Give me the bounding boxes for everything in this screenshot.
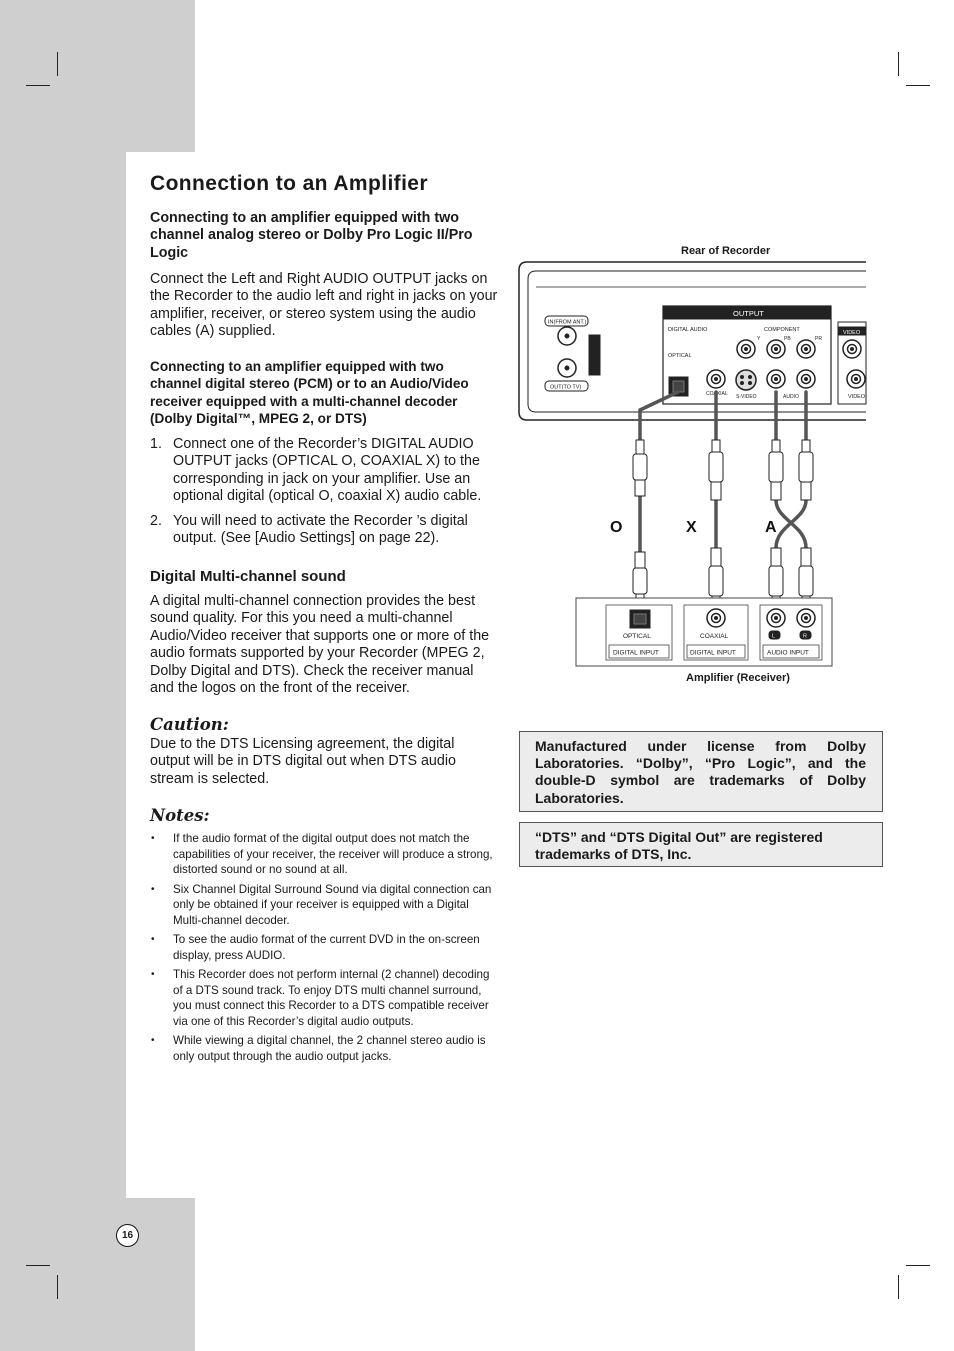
audio-plugs-upper: [769, 440, 813, 500]
optical-plug-upper: [633, 440, 647, 496]
video-label-bottom: VIDEO: [848, 394, 866, 400]
output-panel: [663, 306, 866, 404]
page-number: 16: [116, 1224, 139, 1247]
s-video-label: S-VIDEO: [736, 394, 757, 400]
video-label-top: VIDEO: [843, 330, 861, 336]
step-text: You will need to activate the Recorder ’s digital output. (See [Audio Settings] on page 22).: [173, 512, 468, 547]
cable-label-a: A: [765, 519, 777, 536]
optical-label-rec: OPTICAL: [668, 353, 692, 359]
step-number: 2.: [150, 512, 162, 529]
amp-optical-label: OPTICAL: [623, 633, 651, 640]
y-label: Y: [757, 336, 761, 342]
amp-digital-input-1: DIGITAL INPUT: [613, 649, 659, 657]
cables-upper: [640, 392, 806, 440]
list-item: • If the audio format of the digital output does not match the capabilities of your receiver, the receiver will produce a strong, distorted sound or no sound at all.: [150, 831, 495, 878]
amp-audio-input: AUDIO INPUT: [767, 649, 809, 657]
amp-digital-input-2: DIGITAL INPUT: [690, 649, 736, 657]
list-item: • While viewing a digital channel, the 2 channel stereo audio is only output through the audio output jacks.: [150, 1033, 495, 1064]
cables-lower: [640, 496, 806, 552]
multichannel-heading: Digital Multi-channel sound: [150, 568, 346, 585]
amp-r-label: R: [803, 633, 807, 640]
amp-coaxial-label: COAXIAL: [700, 633, 729, 640]
step-number: 1.: [150, 436, 162, 452]
pr-label: PR: [815, 336, 822, 342]
component-label: COMPONENT: [764, 327, 800, 333]
notes-heading: Notes:: [150, 806, 210, 825]
step-text: Connect one of the Recorder’s DIGITAL AUDIO OUTPUT jacks (OPTICAL O, COAXIAL X) to the corresponding in jack on your amplifier. Use an optional digital (optical O, coaxial X) audio cable.: [173, 436, 482, 505]
component-jacks: [737, 340, 861, 358]
section1-body: Connect the Left and Right AUDIO OUTPUT jacks on the Recorder to the audio left and right in jacks on your amplifier, receiver, or stereo system using the audio cables (A) supplied.: [150, 271, 498, 340]
list-item: • This Recorder does not perform internal (2 channel) decoding of a DTS sound track. To enjoy DTS multi channel surround, you must connect this Recorder to a DTS compatible receiver via one of this Recorder’s digital audio outputs.: [150, 967, 495, 1029]
rear-of-recorder-label: Rear of Recorder: [681, 245, 771, 257]
amplifier-label: Amplifier (Receiver): [686, 672, 790, 684]
audio-label-rec: AUDIO: [783, 394, 799, 400]
page-title: Connection to an Amplifier: [150, 172, 428, 195]
coaxial-plug-upper: [709, 440, 723, 500]
amp-l-label: L: [772, 633, 776, 640]
caution-body: Due to the DTS Licensing agreement, the digital output will be in DTS digital out when DTS audio stream is selected.: [150, 736, 456, 787]
cable-label-x: X: [686, 519, 697, 536]
section1-heading: Connecting to an amplifier equipped with two channel analog stereo or Dolby Pro Logic II/Pro Logic: [150, 210, 473, 261]
list-item: • To see the audio format of the current DVD in the on-screen display, press AUDIO.: [150, 932, 495, 963]
section2-heading: Connecting to an amplifier equipped with two channel digital stereo (PCM) or to an Audio/Video receiver equipped with a multi-channel decoder (Dolby Digital™, MPEG 2, or DTS): [150, 359, 469, 427]
pb-label: PB: [784, 336, 791, 342]
in-from-ant-label: IN(FROM ANT.): [548, 319, 587, 326]
dts-trademark-box: “DTS” and “DTS Digital Out” are registered trademarks of DTS, Inc.: [519, 822, 883, 867]
coaxial-label-rec: COAXIAL: [706, 391, 728, 397]
output-label: OUTPUT: [733, 309, 764, 318]
dolby-trademark-box: Manufactured under license from Dolby Laboratories. “Dolby”, “Pro Logic”, and the double-D symbol are trademarks of Dolby Laboratories.: [519, 731, 883, 812]
antenna-section: [545, 316, 600, 391]
recorder-rear-panel: [519, 262, 866, 420]
list-item: • Six Channel Digital Surround Sound via digital connection can only be obtained if your receiver is equipped with a Digital Multi-channel decoder.: [150, 882, 495, 929]
caution-heading: Caution:: [150, 715, 229, 734]
out-to-tv-label: OUT(TO TV): [550, 384, 582, 391]
bottom-jack-row: [669, 370, 865, 396]
multichannel-body: A digital multi-channel connection provides the best sound quality. For this you need a multi-channel Audio/Video receiver that supports one or more of the audio formats supported by your Recorder (MPEG 2, Dolby Digital and DTS). Check the receiver manual and the logos on the front of the receiver.: [150, 593, 490, 697]
digital-audio-label: DIGITAL AUDIO: [668, 327, 708, 333]
cable-label-o: O: [610, 519, 623, 536]
